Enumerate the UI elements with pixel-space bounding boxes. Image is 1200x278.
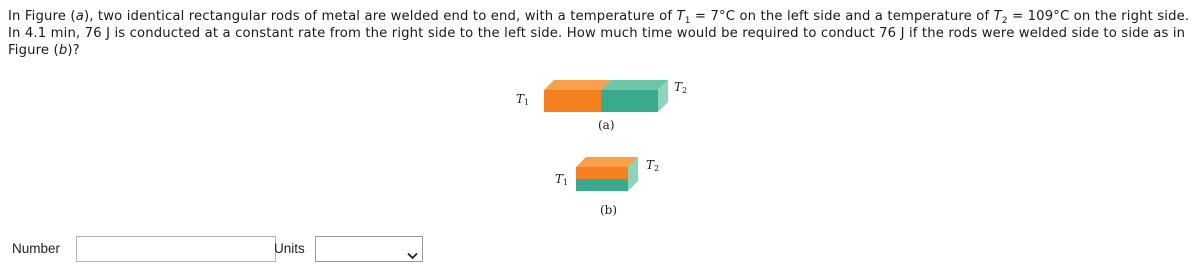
label-b-t1: $T_1$ bbox=[555, 172, 569, 187]
units-label: Units bbox=[274, 241, 305, 256]
units-select[interactable] bbox=[315, 236, 423, 262]
caption-a: (a) bbox=[598, 118, 615, 132]
rod-b-lower-front bbox=[576, 179, 628, 191]
rod-a-left-top bbox=[544, 80, 611, 90]
figure-ref-a: a bbox=[75, 9, 84, 24]
label-b-t2: $T_2$ bbox=[646, 158, 660, 173]
answer-row bbox=[12, 236, 432, 264]
rod-a-right-front bbox=[601, 90, 658, 112]
rod-b-upper-front bbox=[576, 167, 628, 179]
label-a-t2: $T_2$ bbox=[674, 80, 688, 95]
figure-ref-b: b bbox=[58, 43, 68, 58]
rod-b-top-face bbox=[576, 157, 638, 167]
number-label: Number bbox=[12, 241, 61, 256]
rod-a-right-top bbox=[601, 80, 668, 90]
label-a-t1: $T_1$ bbox=[516, 92, 530, 107]
rod-a-left-front bbox=[544, 90, 601, 112]
question-text: In Figure (a), two identical rectangular rods of metal are welded end to end, with a temperature of $T_1 = 7^\circ C$ on the left side and a temperature of $T_2 = 109^\circ C$ on the right side. In 4.1 min, 76 J is conducted at a constant rate from the right side to the left side. How much time would be required to conduct 76 J if the rods were welded side to side as in Figure (b)? bbox=[8, 9, 1190, 58]
caption-b: (b) bbox=[600, 203, 618, 217]
chevron-down-icon bbox=[407, 245, 418, 264]
number-input[interactable] bbox=[76, 236, 276, 262]
